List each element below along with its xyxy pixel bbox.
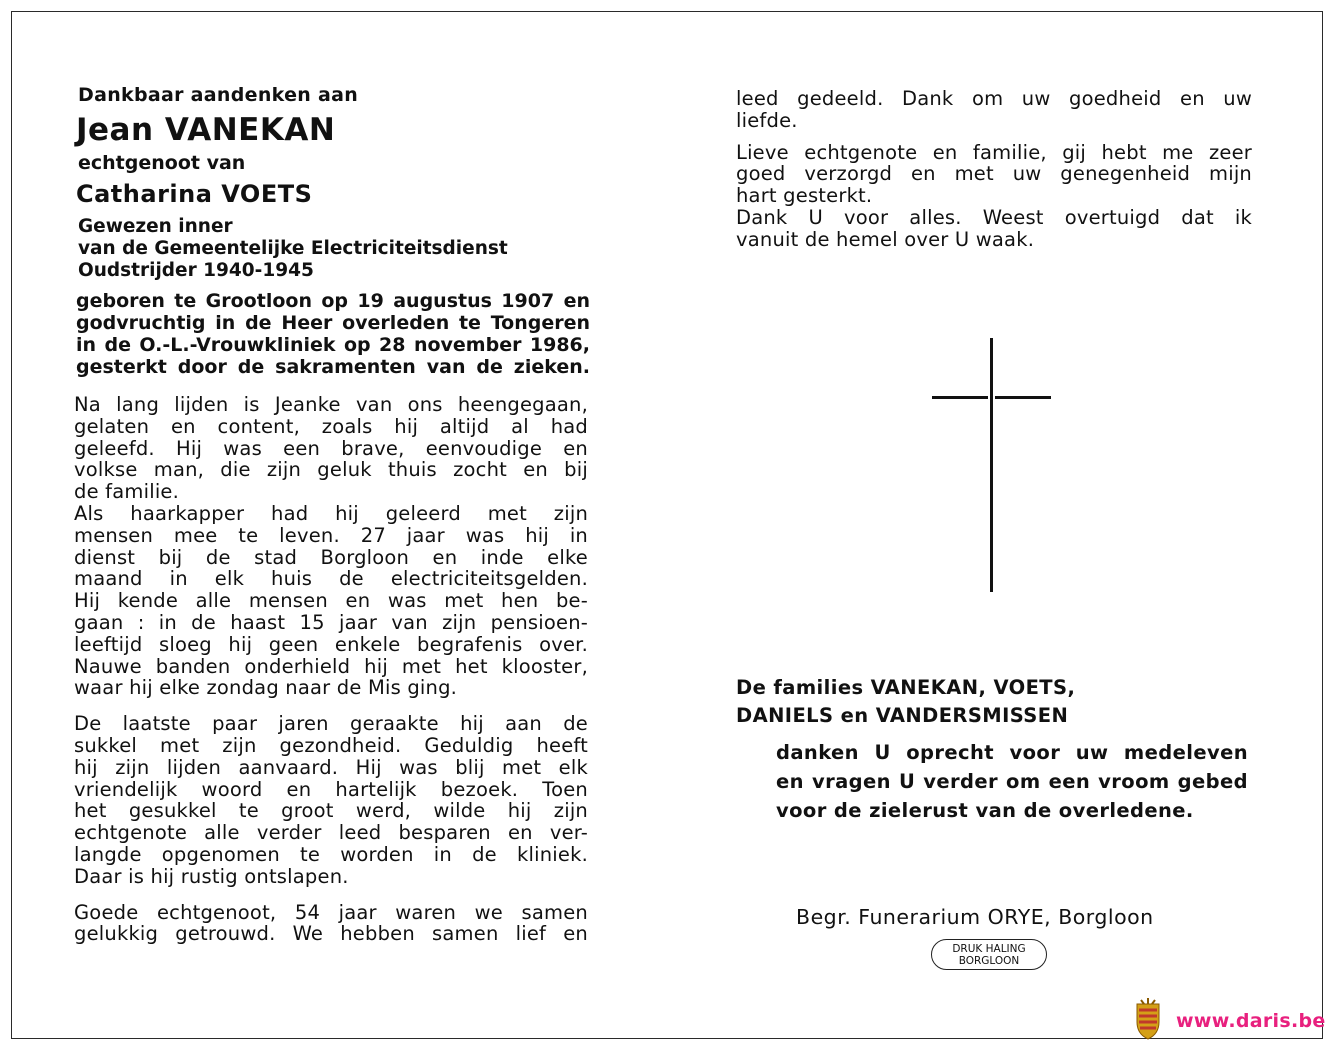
text-line: hij zijn lijden aanvaard. Hij was blij met elk [74, 755, 588, 779]
farewell-paragraph-2 [736, 142, 1252, 251]
text-line: volkse man, die zijn geluk thuis zocht en bij [74, 458, 588, 482]
text-line: maand in elk huis de electriciteitsgelden. [74, 567, 588, 591]
occupation-line: van de Gemeentelijke Electriciteitsdienst [78, 238, 508, 259]
biography-paragraph-2 [74, 713, 588, 887]
cross-left-arm [932, 396, 988, 399]
birth-death-block [76, 290, 590, 378]
cross-right-arm [995, 396, 1051, 399]
occupation-line: Oudstrijder 1940-1945 [78, 260, 314, 281]
left-page [72, 84, 592, 959]
dedication-heading: Dankbaar aandenken aan [78, 84, 359, 106]
birth-death-line: geboren te Grootloon op 19 augustus 1907 en [76, 290, 590, 312]
text-line: sukkel met zijn gezondheid. Geduldig heeft [74, 733, 588, 757]
text-line: De laatste paar jaren geraakte hij aan de [74, 712, 588, 736]
thanks-line: voor de zielerust van de overledene. [776, 799, 1194, 822]
watermark-link[interactable]: www.daris.be [1176, 1010, 1326, 1032]
text-line: Als haarkapper had hij geleerd met zijn [74, 501, 588, 525]
deceased-name: Jean VANEKAN [76, 112, 336, 148]
families-line: DANIELS en VANDERSMISSEN [736, 704, 1069, 727]
printer-line: BORGLOON [958, 955, 1020, 967]
funeral-home: Begr. Funerarium ORYE, Borgloon [796, 905, 1154, 929]
text-line: Na lang lijden is Jeanke van ons heengegaan, [74, 393, 588, 416]
printer-line: DRUK HALING [952, 943, 1026, 955]
right-page [736, 88, 1256, 261]
spouse-name: Catharina VOETS [76, 180, 313, 208]
thanks-line: danken U oprecht voor uw medeleven [776, 741, 1248, 764]
text-line: langde opgenomen te worden in de kliniek. [74, 842, 588, 866]
text-line: leeftijd sloeg hij geen enkele begrafenis over. [74, 632, 588, 656]
text-line: Lieve echtgenote en familie, gij hebt me zeer [736, 140, 1252, 164]
occupation-block [78, 216, 592, 282]
text-line: gelukkig getrouwd. We hebben samen lief en [74, 922, 588, 946]
text-line: mensen mee te leven. 27 jaar was hij in [74, 523, 588, 547]
families-line: De families VANEKAN, VOETS, [736, 676, 1076, 699]
text-line: Daar is hij rustig ontslapen. [74, 864, 349, 888]
text-line: Goede echtgenoot, 54 jaar waren we samen [74, 900, 588, 924]
text-line: vanuit de hemel over U waak. [736, 227, 1035, 251]
text-line: gaan : in de haast 15 jaar van zijn pensioen- [74, 610, 588, 634]
text-line: geleefd. Hij was een brave, eenvoudige en [74, 436, 588, 460]
text-line: Hij kende alle mensen en was met hen be- [74, 589, 588, 613]
text-line: vriendelijk woord en hartelijk bezoek. Toen [74, 777, 588, 801]
occupation-line: Gewezen inner [78, 216, 233, 237]
text-line: goed verzorgd en met uw genegenheid mijn [736, 162, 1252, 186]
families-block [736, 674, 1075, 730]
text-line: Nauwe banden onderhield hij met het klooster, [74, 654, 588, 678]
coat-of-arms-icon [1133, 998, 1163, 1040]
spouse-prefix: echtgenoot van [78, 152, 246, 174]
biography-paragraph-3 [74, 902, 588, 946]
text-line: de familie. [74, 480, 180, 504]
thanks-block [776, 738, 1248, 825]
biography-paragraph-1 [74, 394, 588, 699]
text-line: liefde. [736, 108, 798, 132]
birth-death-line: godvruchtig in de Heer overleden te Tongeren [76, 312, 590, 334]
text-line: dienst bij de stad Borgloon en inde elke [74, 545, 588, 569]
text-line: gelaten en content, zoals hij altijd al had [74, 414, 588, 438]
text-line: leed gedeeld. Dank om uw goedheid en uw [736, 87, 1252, 110]
text-line: waar hij elke zondag naar de Mis ging. [74, 676, 458, 700]
cross-vertical-beam [990, 338, 993, 592]
text-line: het gesukkel te groot werd, wilde hij zijn [74, 799, 588, 823]
birth-death-line: in de O.-L.-Vrouwkliniek op 28 november 1986, [76, 334, 590, 356]
printer-stamp [931, 939, 1047, 970]
text-line: hart gesterkt. [736, 184, 873, 208]
thanks-line: en vragen U verder om een vroom gebed [776, 770, 1248, 793]
text-line: echtgenote alle verder leed besparen en ver- [74, 821, 588, 845]
birth-death-line: gesterkt door de sakramenten van de zieken. [76, 356, 590, 378]
farewell-paragraph-1 [736, 88, 1252, 132]
text-line: Dank U voor alles. Weest overtuigd dat ik [736, 205, 1252, 229]
